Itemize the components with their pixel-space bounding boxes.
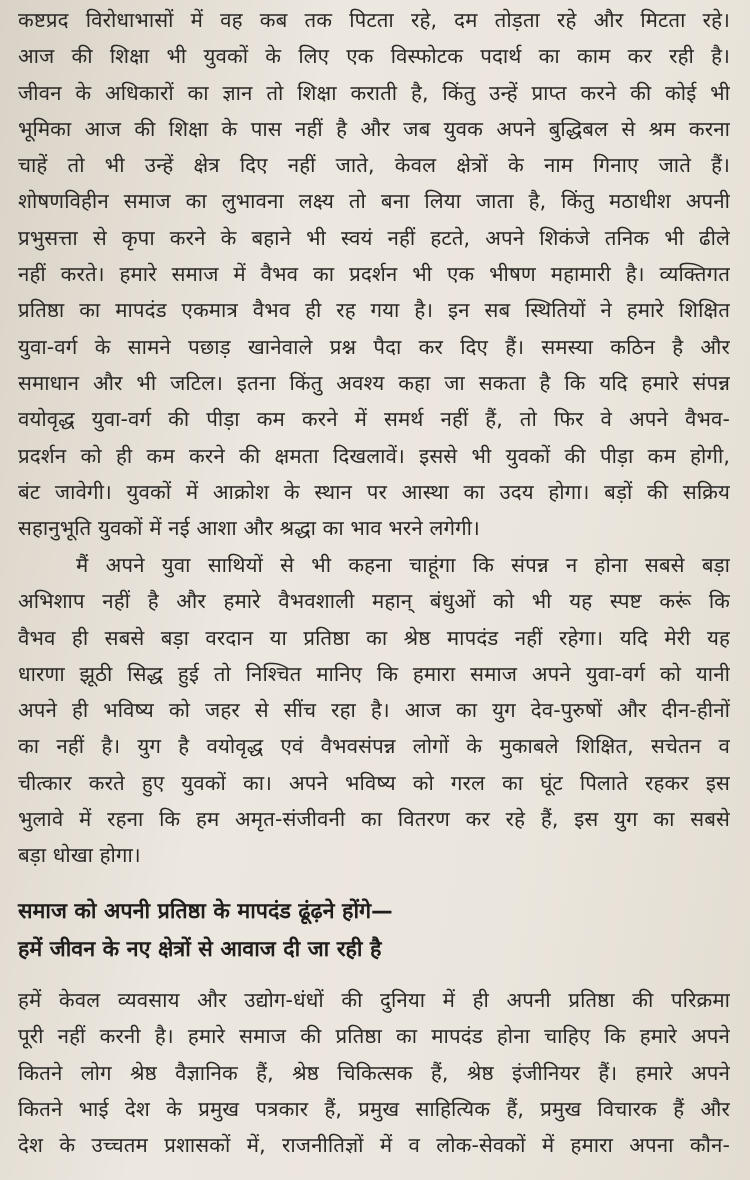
text-line: आज की शिक्षा भी युवकों के लिए एक विस्फोटक पदार्थ का काम कर रही है।	[18, 44, 730, 69]
text-line: युवा-वर्ग के सामने पछाड़ खानेवाले प्रश्न पैदा कर दिए हैं। समस्या कठिन है और	[18, 334, 730, 359]
paragraph-3	[18, 982, 730, 1163]
text-line: वयोवृद्ध युवा-वर्ग की पीड़ा कम करने में समर्थ नहीं हैं, तो फिर वे अपने वैभव-	[18, 407, 730, 432]
text-line: नहीं करते। हमारे समाज में वैभव का प्रदर्शन भी एक भीषण महामारी है। व्यक्तिगत	[18, 262, 730, 287]
text-line: प्रदर्शन को ही कम करने की क्षमता दिखलावें। इससे भी युवकों की पीड़ा कम होगी,	[18, 443, 730, 468]
text-line: अभिशाप नहीं है और हमारे वैभवशाली महान् बंधुओं को भी यह स्पष्ट करूं कि	[18, 589, 730, 614]
text-line: पूरी नहीं करनी है। हमारे समाज की प्रतिष्ठा का मापदंड होना चाहिए कि हमारे अपने	[18, 1024, 730, 1049]
text-line: कितने भाई देश के प्रमुख पत्रकार हैं, प्रमुख साहित्यिक हैं, प्रमुख विचारक हैं और	[18, 1096, 730, 1121]
text-line: कष्टप्रद विरोधाभासों में वह कब तक पिटता रहे, दम तोड़ता रहे और मिटता रहे।	[18, 8, 730, 32]
book-page	[18, 0, 730, 1180]
text-line: बंट जावेगी। युवकों में आक्रोश के स्थान पर आस्था का उदय होगा। बड़ों की सक्रिय	[18, 479, 730, 504]
text-line: भुलावे में रहना कि हम अमृत-संजीवनी का वितरण कर रहे हैं, इस युग का सबसे	[18, 807, 730, 832]
section-heading	[18, 893, 730, 969]
text-line: प्रभुसत्ता से कृपा करने के बहाने भी स्वयं नहीं हटते, अपने शिकंजे तनिक भी ढीले	[18, 225, 730, 250]
text-line: धारणा झूठी सिद्ध हुई तो निश्चित मानिए कि हमारा समाज अपने युवा-वर्ग को यानी	[18, 661, 730, 686]
text-line: भूमिका आज की शिक्षा के पास नहीं है और जब युवक अपने बुद्धिबल से श्रम करना	[18, 116, 730, 141]
text-line: मैं अपने युवा साथियों से भी कहना चाहूंगा कि संपन्न न होना सबसे बड़ा	[76, 553, 730, 577]
paragraph-1	[18, 2, 730, 546]
section-heading-line-2: हमें जीवन के नए क्षेत्रों से आवाज दी जा रही है	[18, 937, 382, 962]
paragraph-2	[18, 547, 730, 874]
text-line: कितने लोग श्रेष्ठ वैज्ञानिक हैं, श्रेष्ठ चिकित्सक हैं, श्रेष्ठ इंजीनियर हैं। हमारे अपने	[18, 1060, 730, 1085]
text-line: का नहीं है। युग है वयोवृद्ध एवं वैभवसंपन्न लोगों के मुकाबले शिक्षित, सचेतन व	[18, 734, 730, 759]
text-line: देश के उच्चतम प्रशासकों में, राजनीतिज्ञों में व लोक-सेवकों में हमारा अपना कौन-	[18, 1133, 730, 1158]
text-line: वैभव ही सबसे बड़ा वरदान या प्रतिष्ठा का श्रेष्ठ मापदंड नहीं रहेगा। यदि मेरी यह	[18, 625, 730, 650]
text-line: चाहें तो भी उन्हें क्षेत्र दिए नहीं जाते, केवल क्षेत्रों के नाम गिनाए जाते हैं।	[18, 153, 730, 178]
text-line: सहानुभूति युवकों में नई आशा और श्रद्धा का भाव भरने लगेगी।	[18, 516, 480, 541]
text-line: चीत्कार करते हुए युवकों का। अपने भविष्य को गरल का घूंट पिलाते रहकर इस	[18, 770, 730, 795]
text-line: जीवन के अधिकारों का ज्ञान तो शिक्षा कराती है, किंतु उन्हें प्राप्त करने की कोई भी	[18, 80, 730, 105]
text-line: प्रतिष्ठा का मापदंड एकमात्र वैभव ही रह गया है। इन सब स्थितियों ने हमारे शिक्षित	[18, 298, 730, 323]
text-line: हमें केवल व्यवसाय और उद्योग-धंधों की दुनिया में ही अपनी प्रतिष्ठा की परिक्रमा	[18, 988, 730, 1012]
section-heading-line-1: समाज को अपनी प्रतिष्ठा के मापदंड ढूंढ़ने होंगे—	[18, 899, 393, 924]
text-line: शोषणविहीन समाज का लुभावना लक्ष्य तो बना लिया जाता है, किंतु मठाधीश अपनी	[18, 189, 730, 214]
text-line: समाधान और भी जटिल। इतना किंतु अवश्य कहा जा सकता है कि यदि हमारे संपन्न	[18, 370, 730, 395]
text-line: बड़ा धोखा होगा।	[18, 843, 141, 868]
text-line: अपने ही भविष्य को जहर से सींच रहा है। आज का युग देव-पुरुषों और दीन-हीनों	[18, 698, 730, 723]
